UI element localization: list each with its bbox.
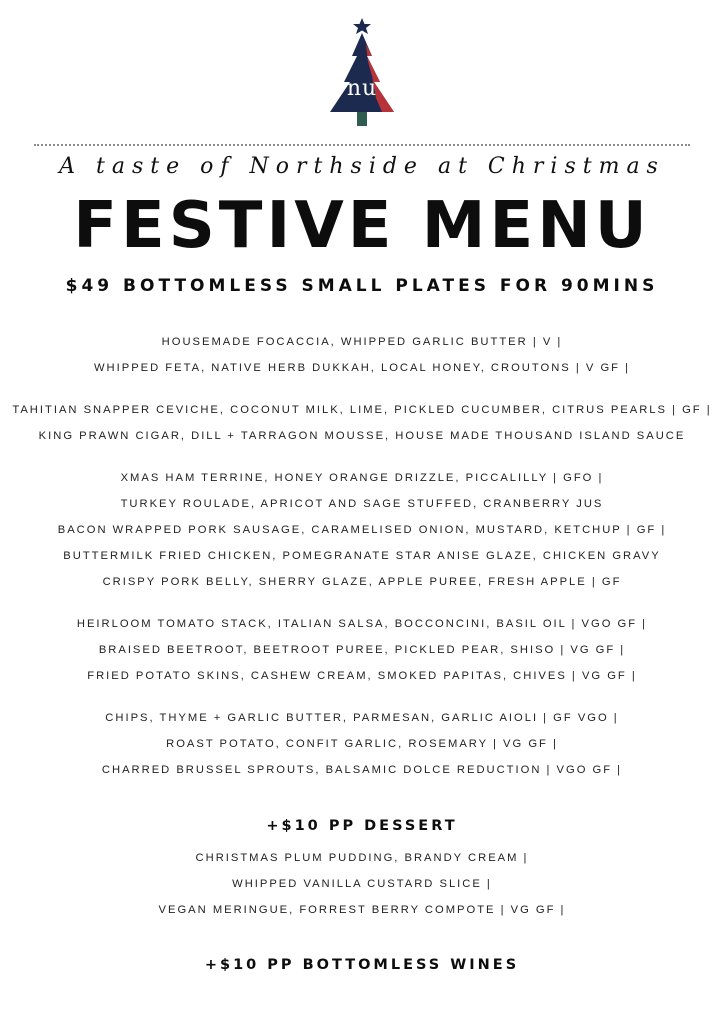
wines-heading: +$10 PP BOTTOMLESS WINES xyxy=(204,957,520,973)
logo-text: nu xyxy=(346,76,378,101)
menu-item: KING PRAWN CIGAR, DILL + TARRAGON MOUSSE, HOUSE MADE THOUSAND ISLAND SAUCE xyxy=(38,429,686,442)
menu-item: HEIRLOOM TOMATO STACK, ITALIAN SALSA, BOCCONCINI, BASIL OIL | VGO GF | xyxy=(76,617,648,630)
menu-items xyxy=(0,330,724,783)
menu-item: ROAST POTATO, CONFIT GARLIC, ROSEMARY | VG GF | xyxy=(166,737,558,750)
page-subtitle: $49 BOTTOMLESS SMALL PLATES FOR 90MINS xyxy=(65,276,659,296)
menu-item: CRISPY PORK BELLY, SHERRY GLAZE, APPLE PUREE, FRESH APPLE | GF xyxy=(102,575,622,588)
dessert-heading: +$10 PP DESSERT xyxy=(266,818,458,834)
menu-item: TURKEY ROULADE, APRICOT AND SAGE STUFFED, CRANBERRY JUS xyxy=(120,498,604,511)
menu-item: CHIPS, THYME + GARLIC BUTTER, PARMESAN, GARLIC AIOLI | GF VGO | xyxy=(105,711,619,724)
tagline: A taste of Northside at Christmas xyxy=(59,154,665,179)
page-title: FESTIVE MENU xyxy=(73,189,651,263)
menu-item: BACON WRAPPED PORK SAUSAGE, CARAMELISED ONION, MUSTARD, KETCHUP | GF | xyxy=(57,523,667,536)
dessert-items xyxy=(0,846,724,923)
dotted-divider xyxy=(34,144,690,146)
menu-item: CHARRED BRUSSEL SPROUTS, BALSAMIC DOLCE REDUCTION | VGO GF | xyxy=(101,763,623,776)
menu-item: FRIED POTATO SKINS, CASHEW CREAM, SMOKED PAPITAS, CHIVES | VG GF | xyxy=(87,669,637,682)
menu-item: BUTTERMILK FRIED CHICKEN, POMEGRANATE STAR ANISE GLAZE, CHICKEN GRAVY xyxy=(63,549,661,562)
menu-item: HOUSEMADE FOCACCIA, WHIPPED GARLIC BUTTER | V | xyxy=(161,336,563,348)
menu-item: BRAISED BEETROOT, BEETROOT PUREE, PICKLED PEAR, SHISO | VG GF | xyxy=(98,643,626,656)
menu-item: XMAS HAM TERRINE, HONEY ORANGE DRIZZLE, PICCALILLY | GFO | xyxy=(120,472,604,485)
dessert-item: WHIPPED VANILLA CUSTARD SLICE | xyxy=(232,877,492,890)
dessert-item: CHRISTMAS PLUM PUDDING, BRANDY CREAM | xyxy=(195,852,529,864)
christmas-tree-icon xyxy=(326,16,398,128)
menu-item: WHIPPED FETA, NATIVE HERB DUKKAH, LOCAL HONEY, CROUTONS | V GF | xyxy=(93,361,630,374)
dessert-item: VEGAN MERINGUE, FORREST BERRY COMPOTE | VG GF | xyxy=(158,903,566,916)
menu-item: TAHITIAN SNAPPER CEVICHE, COCONUT MILK, LIME, PICKLED CUCUMBER, CITRUS PEARLS | GF | xyxy=(12,404,712,417)
tree-logo xyxy=(326,16,398,128)
